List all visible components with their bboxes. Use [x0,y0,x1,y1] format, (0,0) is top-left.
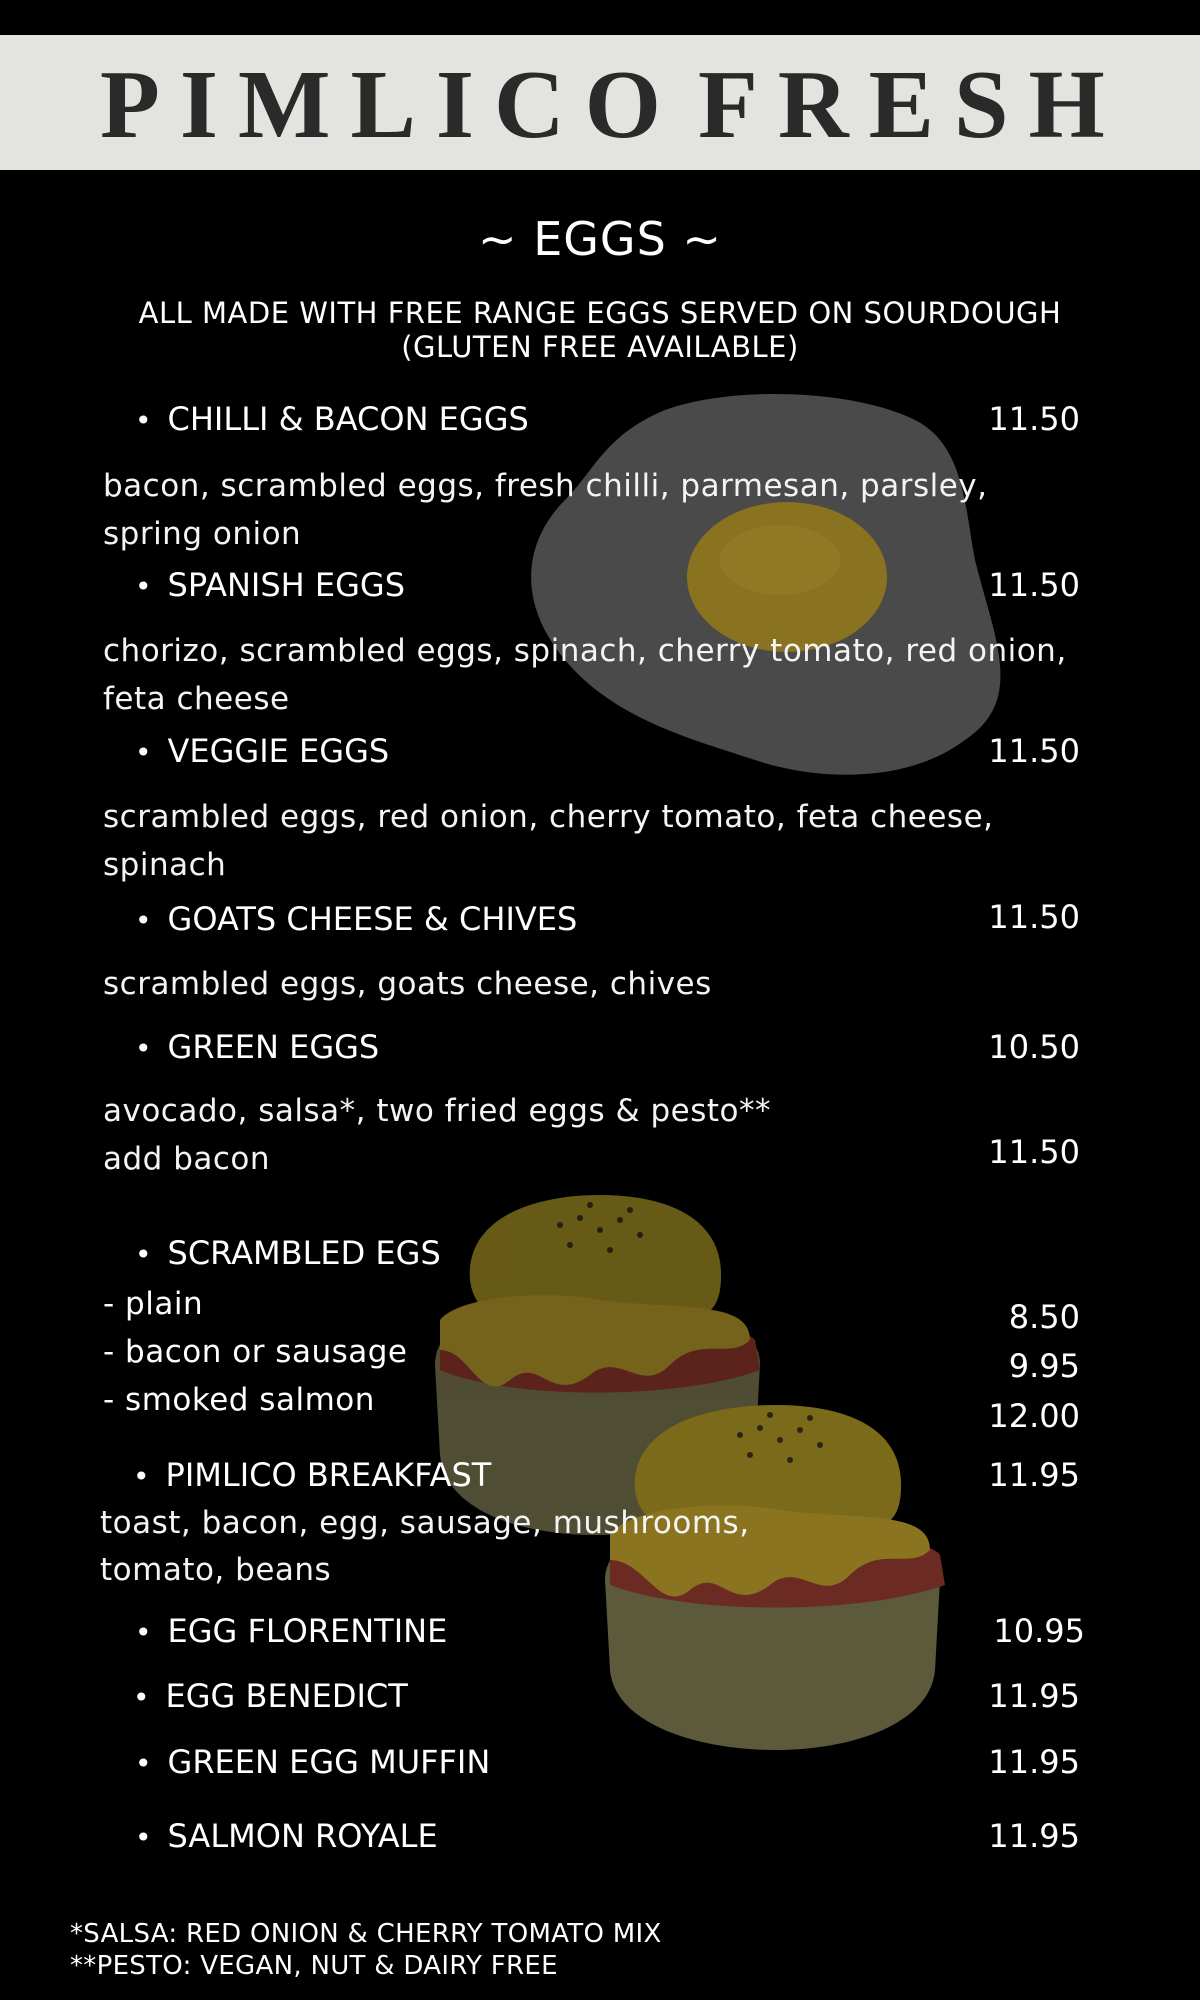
menu-option-label: - bacon or sausage [103,1334,408,1370]
menu-option-label: - smoked salmon [103,1382,375,1418]
menu-item-price: 10.50 [988,1028,1080,1066]
menu-item-description: bacon, scrambled eggs, fresh chilli, parmesan, parsley, [103,468,988,504]
menu-item-description: spinach [103,847,227,883]
menu-item-description: scrambled eggs, goats cheese, chives [103,966,712,1002]
section-title: ~ EGGS ~ [478,212,722,266]
menu-option-price: 8.50 [1008,1298,1080,1336]
menu-item-name: • SPANISH EGGS [135,566,405,604]
menu-item-name: • GREEN EGGS [135,1028,379,1066]
brand-name-part2: FRESH [698,51,1125,159]
menu-item-name: • VEGGIE EGGS [135,732,389,770]
menu-item-description: avocado, salsa*, two fried eggs & pesto** [103,1093,772,1129]
menu-item-description: feta cheese [103,681,290,717]
menu-item-price: 11.50 [988,898,1080,936]
brand-name-part1: PIMLICO [100,51,681,159]
menu-item-price: 11.95 [988,1456,1080,1494]
menu-item-description: spring onion [103,516,302,552]
menu-item-name: • EGG BENEDICT [133,1677,408,1715]
section-subtitle-line2: (GLUTEN FREE AVAILABLE) [401,330,799,364]
menu-item-price: 11.95 [988,1743,1080,1781]
eggs-benedict-icon [430,1190,1010,1760]
menu-item-name: • EGG FLORENTINE [135,1612,447,1650]
footnote-pesto: **PESTO: VEGAN, NUT & DAIRY FREE [70,1951,558,1981]
menu-item-name: • SCRAMBLED EGS [135,1234,441,1272]
menu-addon-label: add bacon [103,1141,271,1177]
menu-item-name: • GREEN EGG MUFFIN [135,1743,490,1781]
menu-item-description: toast, bacon, egg, sausage, mushrooms, [100,1505,750,1541]
menu-option-price: 12.00 [988,1397,1080,1435]
menu-option-label: - plain [103,1286,204,1322]
menu-item-name: • SALMON ROYALE [135,1817,438,1855]
menu-item-price: 11.95 [988,1677,1080,1715]
menu-item-name: • GOATS CHEESE & CHIVES [135,900,577,938]
menu-item-price: 11.95 [988,1817,1080,1855]
menu-item-description: scrambled eggs, red onion, cherry tomato, feta cheese, [103,799,994,835]
menu-item-name: • PIMLICO BREAKFAST [133,1456,491,1494]
menu-item-description: chorizo, scrambled eggs, spinach, cherry tomato, red onion, [103,633,1067,669]
menu-item-price: 11.50 [988,400,1080,438]
menu-item-price: 10.95 [993,1612,1085,1650]
menu-item-name: • CHILLI & BACON EGGS [135,400,529,438]
menu-item-description: tomato, beans [100,1552,332,1588]
section-subtitle-line1: ALL MADE WITH FREE RANGE EGGS SERVED ON SOURDOUGH [138,296,1062,330]
menu-item-price: 11.50 [988,566,1080,604]
menu-option-price: 9.95 [1008,1347,1080,1385]
footnote-salsa: *SALSA: RED ONION & CHERRY TOMATO MIX [70,1919,662,1949]
menu-item-price: 11.50 [988,732,1080,770]
menu-addon-price: 11.50 [988,1133,1080,1171]
